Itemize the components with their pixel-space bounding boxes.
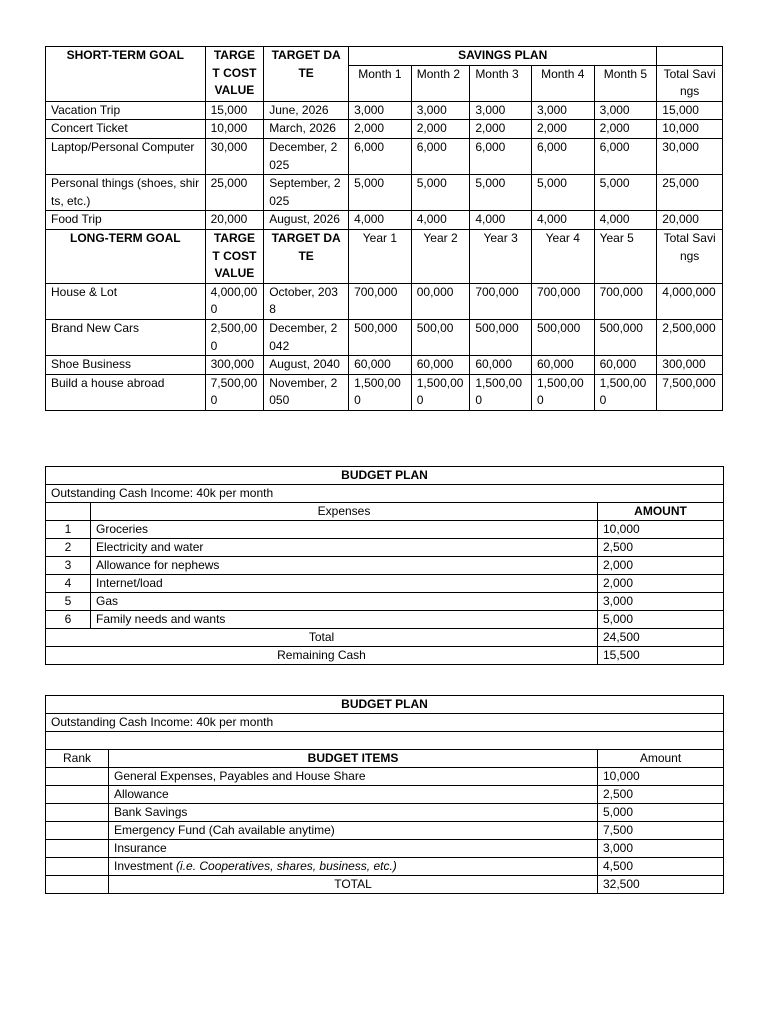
long-term-row (46, 374, 723, 410)
budget-item-label: Investment (114, 859, 177, 873)
period-amount: 6,000 (470, 138, 532, 174)
period-amount: 4,000 (531, 211, 594, 230)
target-cost: 7,500,000 (205, 374, 264, 410)
total-savings: 20,000 (657, 211, 723, 230)
rank-cell (46, 768, 109, 786)
period-amount: 5,000 (411, 175, 470, 211)
expense-amount: 3,000 (598, 593, 724, 611)
cash-income-label: Outstanding Cash Income: 40k per month (46, 714, 724, 732)
total-savings-header: Total Savings (657, 65, 723, 101)
expense-number: 1 (46, 521, 91, 539)
target-date-header: TARGET DATE (264, 47, 349, 102)
expense-row (46, 521, 724, 539)
budget-item-row (46, 786, 724, 804)
budget-item-label: Emergency Fund (Cah available anytime) (114, 823, 335, 837)
budget-item-name (109, 822, 598, 840)
period-amount: 2,000 (531, 120, 594, 139)
target-cost: 10,000 (205, 120, 264, 139)
short-term-row (46, 101, 723, 120)
period-amount: 60,000 (411, 356, 470, 375)
period-amount: 2,000 (411, 120, 470, 139)
budget-items-header: BUDGET ITEMS (109, 750, 598, 768)
total-label: TOTAL (109, 876, 598, 894)
rank-cell (46, 786, 109, 804)
target-cost-header: TARGET COST VALUE (205, 229, 264, 283)
budget-item-row (46, 822, 724, 840)
period-amount: 60,000 (470, 356, 532, 375)
period-amount: 700,000 (594, 283, 657, 319)
target-cost: 25,000 (205, 175, 264, 211)
blank-cell (46, 876, 109, 894)
target-date: June, 2026 (264, 101, 349, 120)
total-savings: 15,000 (657, 101, 723, 120)
rank-cell (46, 822, 109, 840)
target-date-header: TARGET DATE (264, 229, 349, 283)
target-date: August, 2026 (264, 211, 349, 230)
rank-cell (46, 804, 109, 822)
expense-row (46, 593, 724, 611)
empty-header-cell (657, 47, 723, 66)
expense-rows (46, 521, 724, 629)
period-amount: 1,500,000 (531, 374, 594, 410)
budget-item-row (46, 804, 724, 822)
expense-amount: 2,500 (598, 539, 724, 557)
total-savings: 4,000,000 (657, 283, 723, 319)
expense-amount: 2,000 (598, 575, 724, 593)
budget-item-row (46, 858, 724, 876)
period-amount: 3,000 (349, 101, 412, 120)
period-amount: 1,500,000 (349, 374, 412, 410)
budget-item-row (46, 840, 724, 858)
budget-item-row (46, 768, 724, 786)
total-savings: 300,000 (657, 356, 723, 375)
period-amount: 4,000 (349, 211, 412, 230)
target-date: December, 2025 (264, 138, 349, 174)
period-amount: 4,000 (594, 211, 657, 230)
period-amount: 6,000 (531, 138, 594, 174)
period-amount: 6,000 (594, 138, 657, 174)
budget-item-amount: 5,000 (598, 804, 724, 822)
period-amount: 5,000 (470, 175, 532, 211)
period-amount: 500,000 (470, 319, 532, 355)
period-amount: 5,000 (531, 175, 594, 211)
period-header: Year 3 (470, 229, 532, 283)
period-header: Month 3 (470, 65, 532, 101)
target-date: November, 2050 (264, 374, 349, 410)
period-header: Year 2 (411, 229, 470, 283)
target-date: December, 2042 (264, 319, 349, 355)
period-amount: 6,000 (411, 138, 470, 174)
target-cost: 2,500,000 (205, 319, 264, 355)
period-header: Month 4 (531, 65, 594, 101)
period-amount: 5,000 (349, 175, 412, 211)
expense-row (46, 557, 724, 575)
budget-item-name (109, 804, 598, 822)
budget-plan-items-table (45, 695, 724, 894)
rank-cell (46, 858, 109, 876)
short-term-row (46, 211, 723, 230)
goal-name: Concert Ticket (46, 120, 206, 139)
expense-number: 4 (46, 575, 91, 593)
cash-income-label: Outstanding Cash Income: 40k per month (46, 485, 724, 503)
budget-item-amount: 4,500 (598, 858, 724, 876)
target-date: March, 2026 (264, 120, 349, 139)
expense-name: Allowance for nephews (91, 557, 598, 575)
total-savings: 25,000 (657, 175, 723, 211)
savings-goals-table (45, 46, 723, 411)
period-header: Year 1 (349, 229, 412, 283)
target-date: September, 2025 (264, 175, 349, 211)
period-header: Month 5 (594, 65, 657, 101)
period-amount: 3,000 (470, 101, 532, 120)
long-term-header-row (46, 229, 723, 283)
period-amount: 60,000 (594, 356, 657, 375)
target-cost: 300,000 (205, 356, 264, 375)
blank-cell (46, 503, 91, 521)
expense-name: Gas (91, 593, 598, 611)
period-amount: 4,000 (470, 211, 532, 230)
period-header: Year 5 (594, 229, 657, 283)
goal-name: Shoe Business (46, 356, 206, 375)
budget-item-rows (46, 768, 724, 876)
period-amount: 700,000 (531, 283, 594, 319)
expense-amount: 2,000 (598, 557, 724, 575)
short-term-row (46, 120, 723, 139)
expense-name: Electricity and water (91, 539, 598, 557)
period-amount: 1,500,000 (594, 374, 657, 410)
short-term-row (46, 175, 723, 211)
budget-item-label: Allowance (114, 787, 169, 801)
expense-row (46, 611, 724, 629)
period-amount: 6,000 (349, 138, 412, 174)
budget-item-name (109, 786, 598, 804)
period-amount: 700,000 (470, 283, 532, 319)
goal-name: Laptop/Personal Computer (46, 138, 206, 174)
expense-number: 6 (46, 611, 91, 629)
expense-amount: 5,000 (598, 611, 724, 629)
period-amount: 700,000 (349, 283, 412, 319)
expense-number: 5 (46, 593, 91, 611)
rank-cell (46, 840, 109, 858)
budget-item-amount: 7,500 (598, 822, 724, 840)
blank-row (46, 732, 724, 750)
budget-item-name (109, 840, 598, 858)
period-amount: 500,00 (411, 319, 470, 355)
budget-plan-title: BUDGET PLAN (46, 696, 724, 714)
target-cost: 20,000 (205, 211, 264, 230)
period-amount: 3,000 (531, 101, 594, 120)
budget-item-name (109, 768, 598, 786)
period-amount: 500,000 (531, 319, 594, 355)
total-savings: 30,000 (657, 138, 723, 174)
period-amount: 2,000 (470, 120, 532, 139)
expenses-header: Expenses (91, 503, 598, 521)
amount-header: Amount (598, 750, 724, 768)
amount-header: AMOUNT (598, 503, 724, 521)
remaining-cash-amount: 15,500 (598, 647, 724, 665)
long-term-rows (46, 283, 723, 410)
period-header: Month 1 (349, 65, 412, 101)
budget-item-name (109, 858, 598, 876)
expense-number: 2 (46, 539, 91, 557)
period-amount: 3,000 (594, 101, 657, 120)
total-savings-header: Total Savings (657, 229, 723, 283)
budget-item-amount: 2,500 (598, 786, 724, 804)
budget-item-note: (i.e. Cooperatives, shares, business, etc.) (176, 859, 397, 873)
long-term-row (46, 319, 723, 355)
total-label: Total (46, 629, 598, 647)
period-header: Month 2 (411, 65, 470, 101)
short-term-header-row (46, 47, 723, 66)
budget-item-amount: 10,000 (598, 768, 724, 786)
long-term-row (46, 283, 723, 319)
target-cost: 30,000 (205, 138, 264, 174)
budget-item-label: Insurance (114, 841, 167, 855)
period-amount: 1,500,000 (470, 374, 532, 410)
goal-name: Vacation Trip (46, 101, 206, 120)
long-term-row (46, 356, 723, 375)
expense-number: 3 (46, 557, 91, 575)
expense-row (46, 575, 724, 593)
budget-plan-title: BUDGET PLAN (46, 467, 724, 485)
total-amount: 32,500 (598, 876, 724, 894)
expense-row (46, 539, 724, 557)
goal-name: Build a house abroad (46, 374, 206, 410)
target-cost-header: TARGET COST VALUE (205, 47, 264, 102)
expense-amount: 10,000 (598, 521, 724, 539)
savings-plan-header: SAVINGS PLAN (349, 47, 657, 66)
period-amount: 1,500,000 (411, 374, 470, 410)
short-term-row (46, 138, 723, 174)
target-cost: 4,000,000 (205, 283, 264, 319)
period-amount: 500,000 (594, 319, 657, 355)
period-amount: 4,000 (411, 211, 470, 230)
period-header: Year 4 (531, 229, 594, 283)
target-date: October, 2038 (264, 283, 349, 319)
rank-header: Rank (46, 750, 109, 768)
period-amount: 3,000 (411, 101, 470, 120)
period-amount: 2,000 (594, 120, 657, 139)
goal-name: Food Trip (46, 211, 206, 230)
budget-plan-expenses-table (45, 466, 724, 665)
goal-name: Brand New Cars (46, 319, 206, 355)
remaining-cash-label: Remaining Cash (46, 647, 598, 665)
period-amount: 00,000 (411, 283, 470, 319)
goal-name: Personal things (shoes, shirts, etc.) (46, 175, 206, 211)
target-date: August, 2040 (264, 356, 349, 375)
total-savings: 10,000 (657, 120, 723, 139)
total-savings: 7,500,000 (657, 374, 723, 410)
target-cost: 15,000 (205, 101, 264, 120)
total-savings: 2,500,000 (657, 319, 723, 355)
period-amount: 60,000 (531, 356, 594, 375)
expense-name: Internet/load (91, 575, 598, 593)
budget-item-label: Bank Savings (114, 805, 188, 819)
short-term-goal-header: SHORT-TERM GOAL (46, 47, 206, 102)
expense-name: Groceries (91, 521, 598, 539)
period-amount: 2,000 (349, 120, 412, 139)
total-amount: 24,500 (598, 629, 724, 647)
long-term-goal-header: LONG-TERM GOAL (46, 229, 206, 283)
expense-name: Family needs and wants (91, 611, 598, 629)
period-amount: 500,000 (349, 319, 412, 355)
budget-item-amount: 3,000 (598, 840, 724, 858)
short-term-rows (46, 101, 723, 229)
budget-item-label: General Expenses, Payables and House Share (114, 769, 366, 783)
period-amount: 5,000 (594, 175, 657, 211)
goal-name: House & Lot (46, 283, 206, 319)
period-amount: 60,000 (349, 356, 412, 375)
